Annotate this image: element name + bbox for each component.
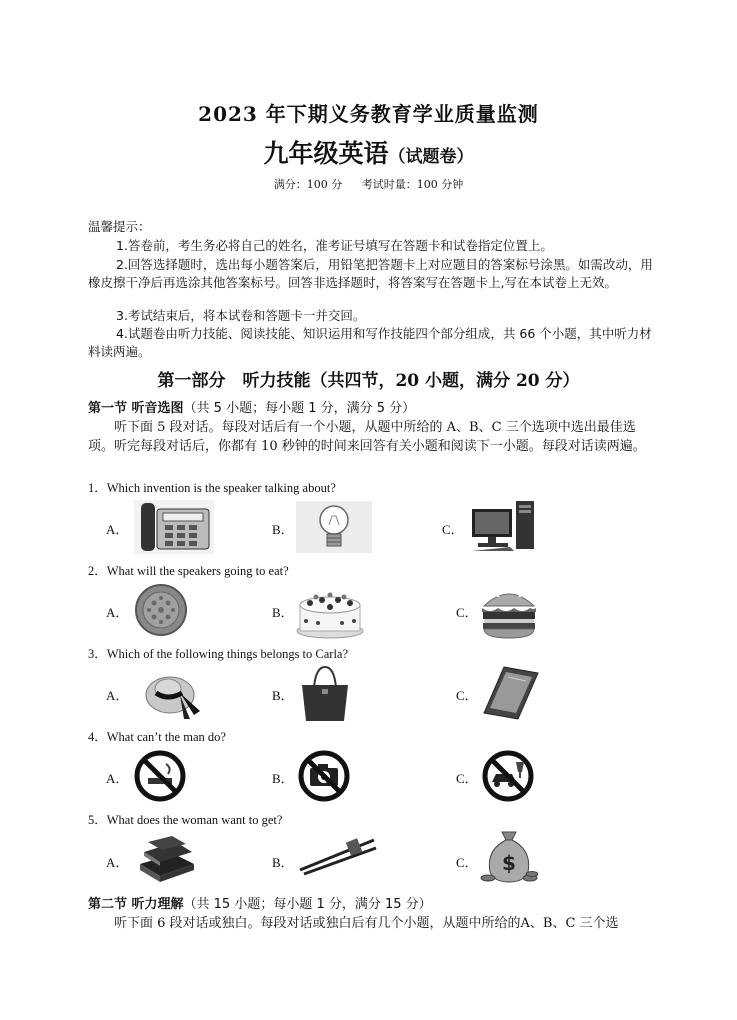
notice-item-3: 3.考试结束后，将本试卷和答题卡一并交回。 <box>116 308 366 323</box>
exam-time: 考试时量：100 分钟 <box>361 178 464 191</box>
question-1: 1．Which invention is the speaker talking about? <box>88 481 336 495</box>
q5-option-a: A． <box>106 855 129 870</box>
section1-name: 第一节 听音选图 <box>88 401 184 416</box>
q3-option-a: A． <box>106 688 129 703</box>
money-bag-icon <box>480 828 538 884</box>
q2-option-c: C． <box>456 605 478 620</box>
score-time-line <box>0 176 737 192</box>
svg-text:$: $ <box>502 851 516 875</box>
light-bulb-icon <box>296 501 372 553</box>
part1-title: 第一部分 听力技能（共四节，20 小题，满分 20 分） <box>157 371 580 391</box>
hat-icon <box>144 665 204 721</box>
section1-detail: （共 5 小题；每小题 1 分，满分 5 分） <box>183 401 416 416</box>
notice-item-2: 2.回答选择题时，选出每小题答案后，用铅笔把答题卡上对应题目的答案标号涂黑。如需改动，用橡皮擦干净后再选涂其他答案标号。回答非选择题时，将答案写在答题卡上,写在本试卷上无效。 <box>88 257 653 290</box>
q3-option-b: B． <box>272 688 294 703</box>
no-photo-icon <box>298 750 350 802</box>
q1-option-b: B． <box>272 522 294 537</box>
q3-option-c: C． <box>456 688 478 703</box>
q4-option-a: A． <box>106 771 129 786</box>
q4-option-b: B． <box>272 771 294 786</box>
section2-name: 第二节 听力理解 <box>88 897 184 912</box>
notice-title: 温馨提示： <box>88 219 151 234</box>
question-2: 2．What will the speakers going to eat? <box>88 564 289 578</box>
q1-option-a: A． <box>106 522 129 537</box>
notice-item-1: 1.答卷前，考生务必将自己的姓名，准考证号填写在答题卡和试卷指定位置上。 <box>116 238 553 253</box>
books-icon <box>136 834 198 884</box>
hamburger-icon <box>480 582 538 640</box>
section2-instruction: 听下面 6 段对话或独白。每段对话或独白后有几个小题，从题中所给的A、B、C 三个选 <box>114 916 619 931</box>
question-3: 3．Which of the following things belongs to Carla? <box>88 647 349 661</box>
notice-item-4: 4.试题卷由听力技能、阅读技能、知识运用和写作技能四个部分组成，共 66 个小题，其中听力材料读两遍。 <box>88 326 652 359</box>
phone-icon <box>482 665 540 721</box>
mooncake-icon <box>134 583 188 637</box>
q4-option-c: C． <box>456 771 478 786</box>
telephone-icon <box>133 499 215 555</box>
q5-option-b: B． <box>272 855 294 870</box>
question-4: 4．What can’t the man do? <box>88 730 226 744</box>
q5-option-c: C． <box>456 855 478 870</box>
section2-detail: （共 15 小题；每小题 1 分，满分 15 分） <box>183 897 432 912</box>
chopsticks-icon <box>296 834 378 876</box>
no-smoking-icon <box>134 750 186 802</box>
subject-name: 九年级英语 <box>263 139 389 168</box>
section2-title <box>88 893 432 912</box>
computer-icon <box>470 499 538 553</box>
full-score: 满分：100 分 <box>273 178 343 191</box>
cake-icon <box>294 583 366 639</box>
subject-title <box>0 134 737 170</box>
no-drink-driving-icon <box>482 750 534 802</box>
exam-title: 2023 年下期义务教育学业质量监测 <box>198 102 539 126</box>
question-5: 5．What does the woman want to get? <box>88 813 283 827</box>
q2-option-b: B． <box>272 605 294 620</box>
subject-note: （试题卷） <box>388 147 474 167</box>
section1-title <box>88 397 415 416</box>
q1-option-c: C． <box>442 522 464 537</box>
q2-option-a: A． <box>106 605 129 620</box>
handbag-icon <box>296 665 354 723</box>
section1-instruction: 听下面 5 段对话。每段对话后有一个小题，从题中所给的 A、B、C 三个选项中选出最佳选项。听完每段对话后，你都有 10 秒钟的时间来回答有关小题和阅读下一小题。每段对话读两遍。 <box>88 420 646 454</box>
